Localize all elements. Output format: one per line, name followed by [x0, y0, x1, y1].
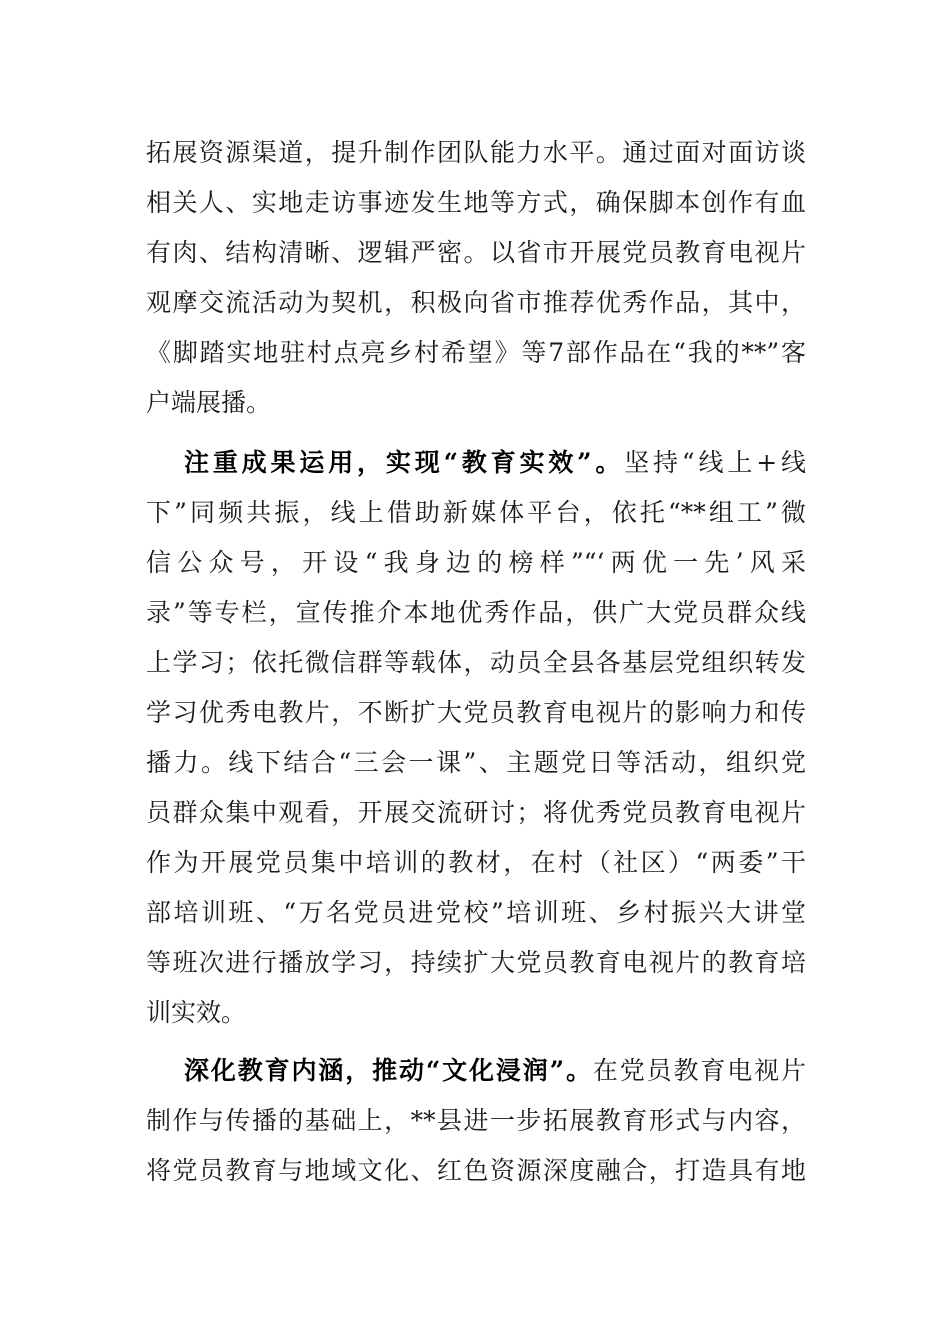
paragraph-line: 信公众号，开设“我身边的榜样”“‘两优一先’风采 [146, 548, 806, 577]
paragraph-line: 相关人、实地走访事迹发生地等方式，确保脚本创作有血 [146, 188, 806, 217]
paragraph-line: 将党员教育与地域文化、红色资源深度融合，打造具有地 [146, 1156, 806, 1185]
paragraph-line: 作为开展党员集中培训的教材，在村（社区）“两委”干 [146, 848, 806, 877]
paragraph-line: 等班次进行播放学习，持续扩大党员教育电视片的教育培 [146, 948, 806, 977]
paragraph-line: 学习优秀电教片，不断扩大党员教育电视片的影响力和传 [146, 698, 806, 727]
paragraph-first-line [184, 438, 806, 488]
paragraph-line: 观摩交流活动为契机，积极向省市推荐优秀作品，其中， [146, 288, 806, 317]
paragraph-line: 播力。线下结合“三会一课”、主题党日等活动，组织党 [146, 748, 806, 777]
paragraph-line: 有肉、结构清晰、逻辑严密。以省市开展党员教育电视片 [146, 238, 806, 267]
paragraph-line: 下”同频共振，线上借助新媒体平台，依托“**组工”微 [146, 498, 806, 527]
paragraph-heading: 注重成果运用，实现“教育实效”。 [184, 448, 625, 477]
paragraph-text: 在党员教育电视片 [592, 1056, 806, 1085]
paragraph-line: 上学习；依托微信群等载体，动员全县各基层党组织转发 [146, 648, 806, 677]
paragraph-line: 部培训班、“万名党员进党校”培训班、乡村振兴大讲堂 [146, 898, 806, 927]
paragraph-line: 拓展资源渠道，提升制作团队能力水平。通过面对面访谈 [146, 138, 806, 167]
paragraph-line: 制作与传播的基础上，**县进一步拓展教育形式与内容， [146, 1106, 806, 1135]
paragraph-line: 训实效。 [146, 998, 247, 1027]
paragraph-first-line [184, 1046, 806, 1096]
paragraph-line: 员群众集中观看，开展交流研讨；将优秀党员教育电视片 [146, 798, 806, 827]
paragraph-text: 坚持“线上+线 [624, 448, 806, 477]
paragraph-line: 户端展播。 [146, 388, 272, 417]
paragraph-line: 《脚踏实地驻村点亮乡村希望》等7部作品在“我的**”客 [146, 338, 806, 367]
paragraph-line: 录”等专栏，宣传推介本地优秀作品，供广大党员群众线 [146, 598, 806, 627]
paragraph-heading: 深化教育内涵，推动“文化浸润”。 [184, 1056, 593, 1085]
